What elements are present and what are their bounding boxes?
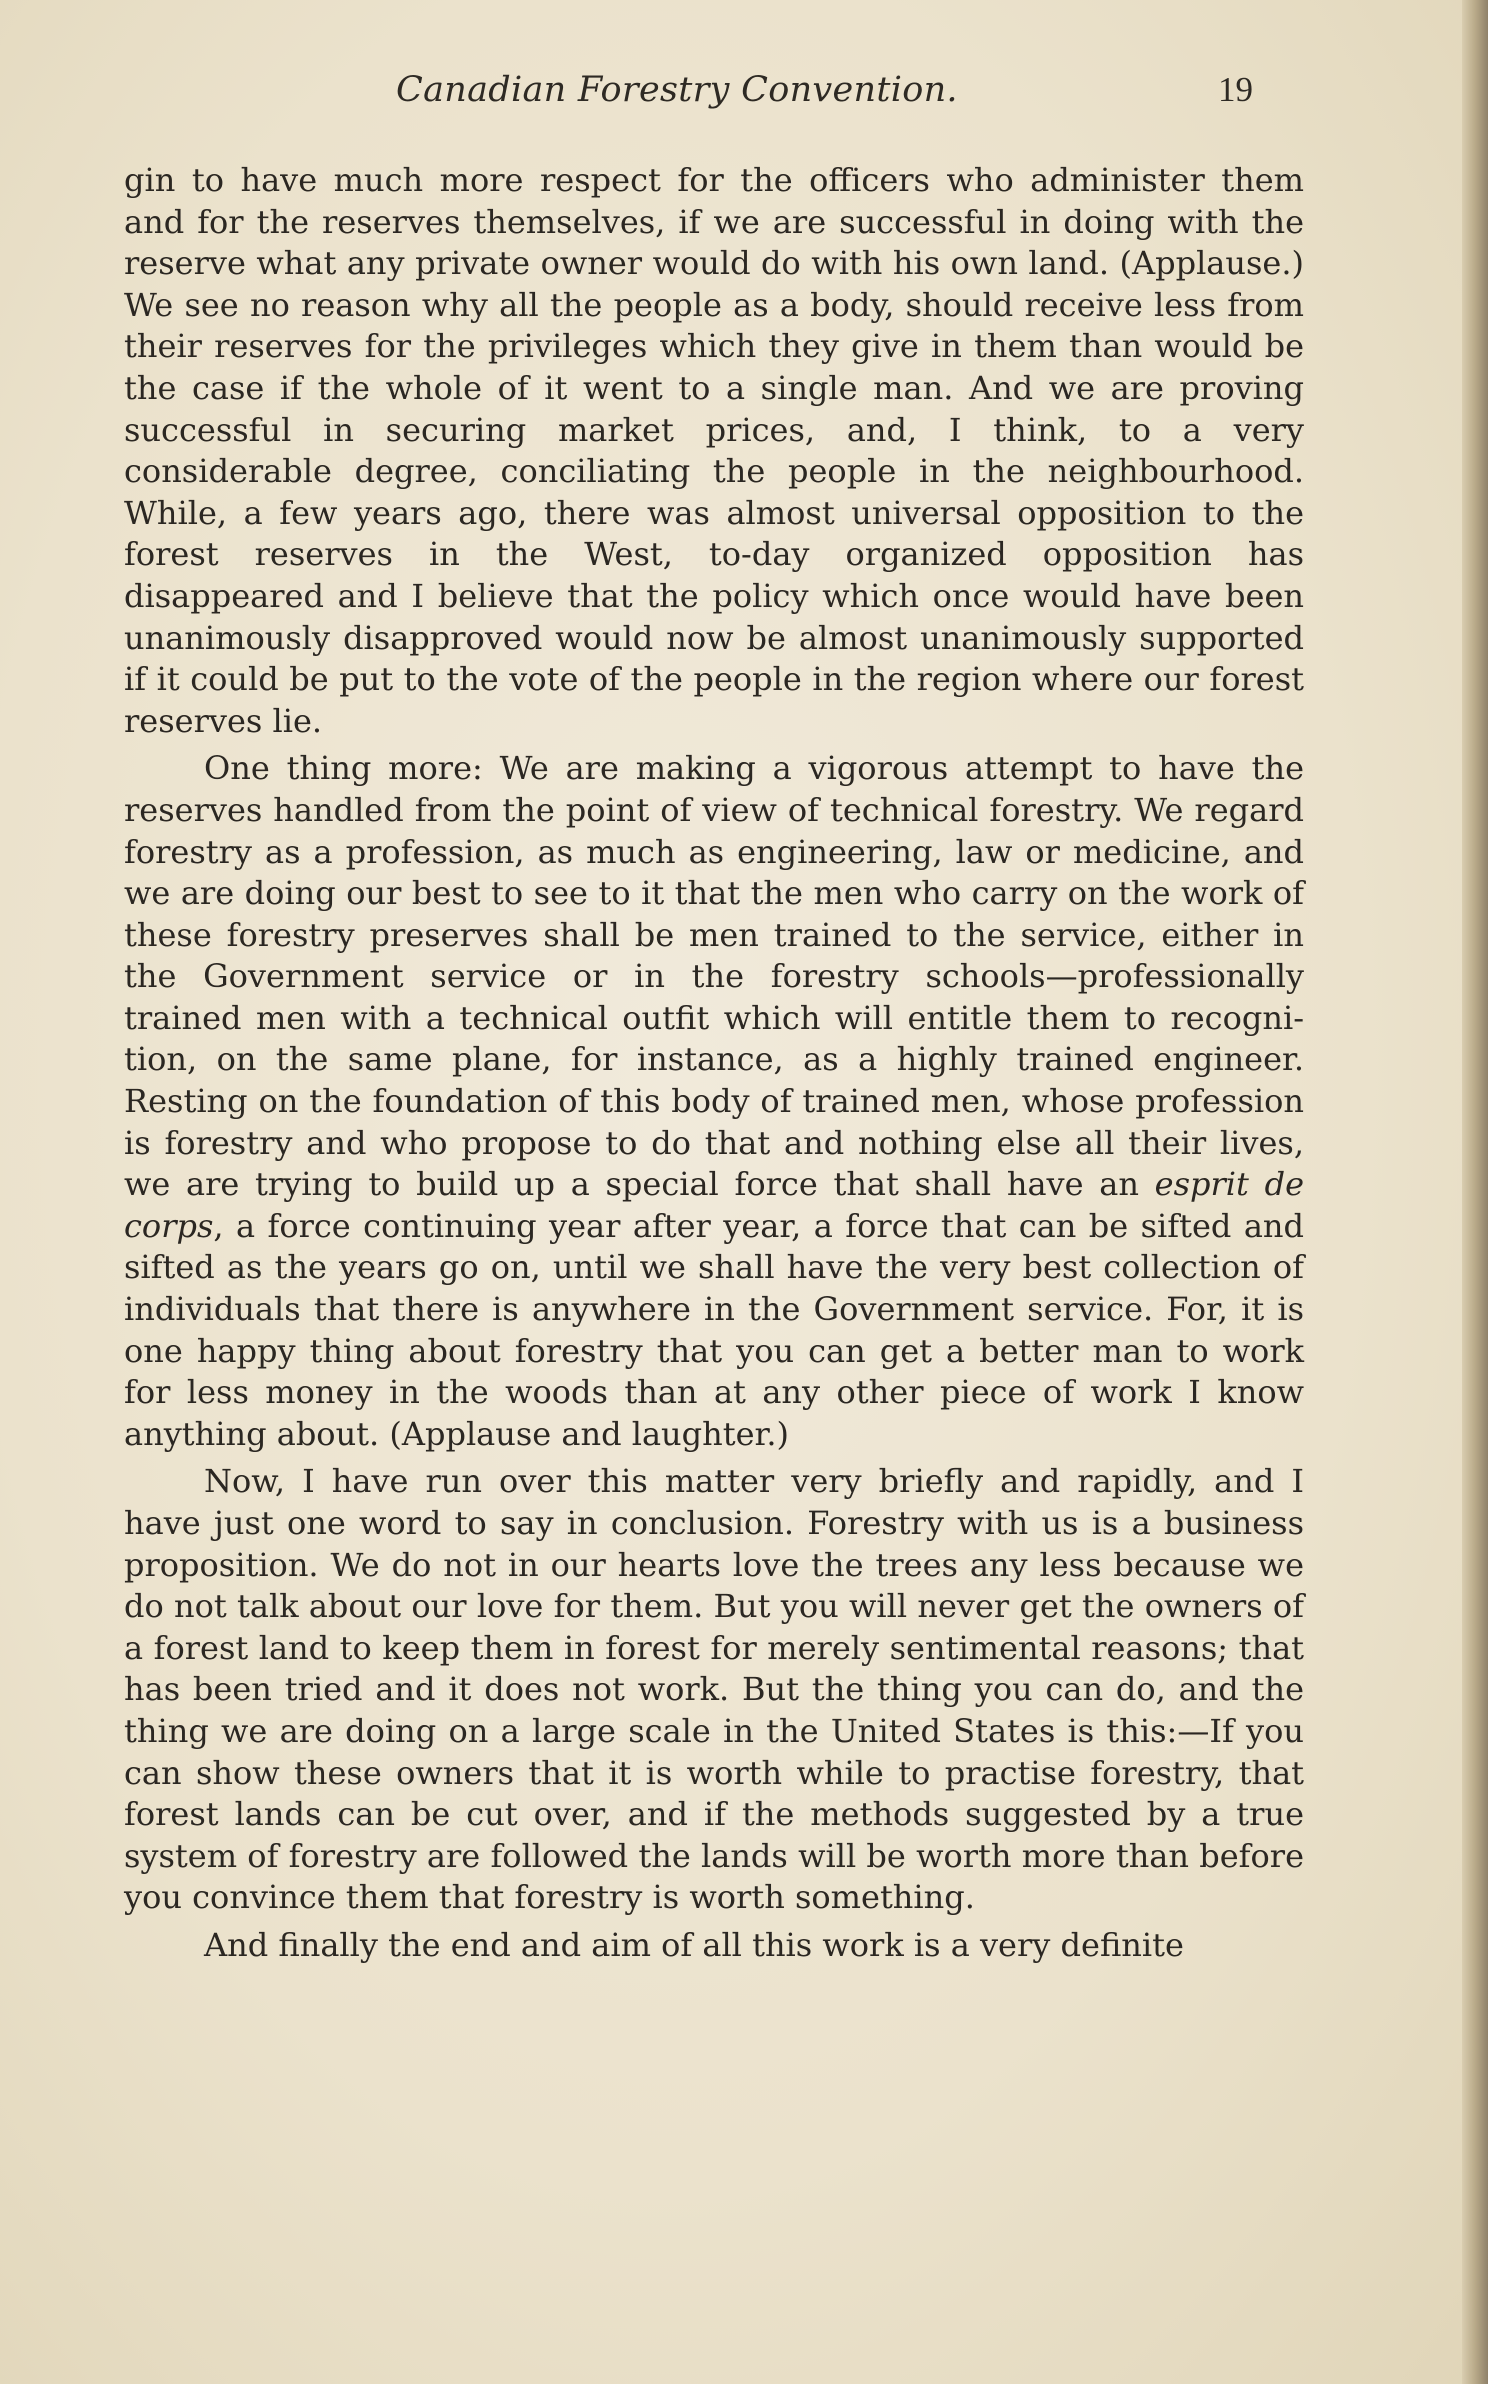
- paragraph-1: gin to have much more respect for the officers who administer them and for the reserves themselves, if we are successful in doing with the reserve what any private owner would do with his own land. (Applause.) We see no reason why all the people as a body, should receive less from their reserves for the privileges which they give in them than would be the case if the whole of it went to a single man. And we are proving successful in securing market prices, and, I think, to a very considerable degree, conciliating the people in the neighbourhood. While, a few years ago, there was almost universal opposition to the forest reserves in the West, to-day organized opposition has disappeared and I believe that the policy which once would have been unanimously disapproved would now be almost unanimously supported if it could be put to the vote of the people in the region where our forest reserves lie.: [124, 161, 1304, 740]
- paragraph-2: [124, 748, 1304, 1455]
- page-number: 19: [1218, 70, 1253, 109]
- body-text: [124, 160, 1304, 1973]
- paragraph-2-emphasis: esprit de corps: [124, 1165, 1304, 1245]
- paragraph-2-text-after: , a force continuing year after year, a force that can be sifted and sifted as the years go on, until we shall have the very best collection of individuals that there is anywhere in the Government service. For, it is one happy thing about forestry that you can get a better man to work for less money in the woods than at any other piece of work I know anything about. (Applause and laughter.): [124, 1206, 1304, 1453]
- book-spine-edge: [1462, 0, 1488, 2384]
- running-title: Canadian Forestry Convention.: [396, 70, 958, 110]
- running-header: [0, 70, 1488, 130]
- paragraph-3: Now, I have run over this matter very briefly and rapidly, and I have just one word to say in conclusion. Forestry with us is a business proposition. We do not in our hearts love the trees any less because we do not talk about our love for them. But you will never get the owners of a forest land to keep them in forest for merely sentimental reasons; that has been tried and it does not work. But the thing you can do, and the thing we are doing on a large scale in the United States is this:—If you can show these owners that it is worth while to practise forestry, that forest lands can be cut over, and if the methods suggested by a true system of forestry are followed the lands will be worth more than before you convince them that forestry is worth something.: [124, 1462, 1304, 1917]
- paragraph-2-text-before: One thing more: We are making a vigorous attempt to have the reserves handled from the point of view of technical forestry. We regard forestry as a profession, as much as engineering, law or medicine, and we are doing our best to see to it that the men who carry on the work of these forestry preserves shall be men trained to the service, either in the Government service or in the forestry schools—professionally trained men with a technical outfit which will entitle them to recognition, on the same plane, for instance, as a highly trained engineer. Resting on the foundation of this body of trained men, whose profession is forestry and who propose to do that and nothing else all their lives, we are trying to build up a special force that shall have an: [124, 749, 1304, 1204]
- paragraph-4: And finally the end and aim of all this work is a very definite: [204, 1925, 1184, 1964]
